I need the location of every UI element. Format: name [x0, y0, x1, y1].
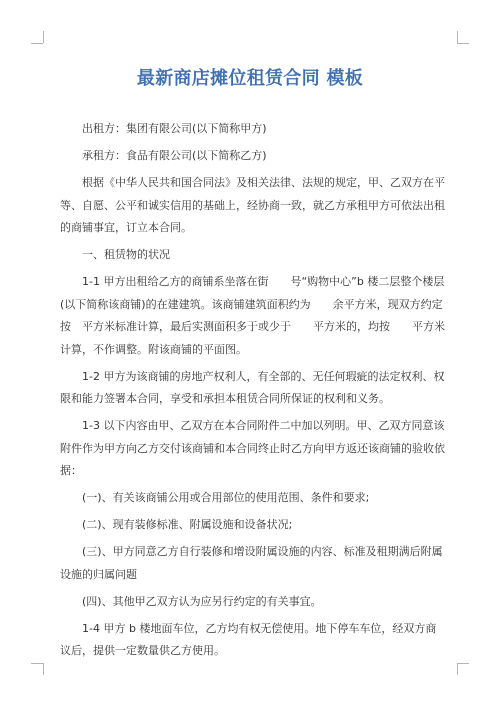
document-title: 最新商店摊位租赁合同 模板 — [136, 68, 364, 89]
document-body — [60, 118, 446, 667]
crop-mark-bottom-right-h — [457, 663, 469, 664]
list-item-2: (二)、现有装修标准、附属设施和设备状况; — [82, 518, 293, 531]
clause-1-3: 1-3 以下内容由甲、乙双方在本合同附件二中加以列明。甲、乙双方同意该附件作为甲方向乙方交付该商铺和本合同终止时乙方向甲方返还该商铺的验收依据： — [60, 419, 445, 477]
crop-mark-top-right-h — [457, 43, 469, 44]
crop-mark-top-left-v — [43, 31, 44, 43]
section-heading-1: 一、租赁物的状况 — [82, 248, 170, 261]
lessor-line: 出租方：集团有限公司(以下简称甲方) — [82, 122, 267, 135]
clause-1-2: 1-2 甲方为该商铺的房地产权利人，有全部的、无任何瑕疵的法定权利、权限和能力签署本合同，享受和承担本租赁合同所保证的权利和义务。 — [60, 369, 445, 405]
clause-1-4: 1-4 甲方 b 楼地面车位，乙方均有权无偿使用。地下停车车位，经双方商议后，提供一定数量供乙方使用。 — [60, 621, 437, 657]
list-item-1: (一)、有关该商铺公用或合用部位的使用范围、条件和要求; — [82, 491, 370, 504]
crop-mark-bottom-left-h — [31, 663, 43, 664]
crop-mark-top-left-h — [31, 43, 43, 44]
crop-mark-top-right-v — [457, 31, 458, 43]
intro-paragraph: 根据《中华人民共和国合同法》及相关法律、法规的规定，甲、乙双方在平等、自愿、公平和诚实信用的基础上，经协商一致，就乙方承租甲方可依法出租的商铺事宜，订立本合同。 — [60, 176, 445, 234]
crop-mark-bottom-left-v — [43, 663, 44, 675]
crop-mark-bottom-right-v — [457, 663, 458, 675]
list-item-3: (三)、甲方同意乙方自行装修和增设附属设施的内容、标准及租期满后附属设施的归属问题 — [60, 545, 443, 581]
list-item-4: (四)、其他甲乙双方认为应另行约定的有关事宜。 — [82, 594, 322, 608]
clause-1-1: 1-1 甲方出租给乙方的商铺系坐落在街 号“购物中心”b 楼二层整个楼层(以下简称该商铺)的在建建筑。该商铺建筑面积约为 余平方米，现双方约定按 平方米标准计算，最后实测面积多于或少于 平方米的，均按 平方米计算，不作调整。附该商铺的平面图。 — [60, 275, 445, 356]
lessee-line: 承租方：食品有限公司(以下简称乙方) — [82, 149, 267, 162]
